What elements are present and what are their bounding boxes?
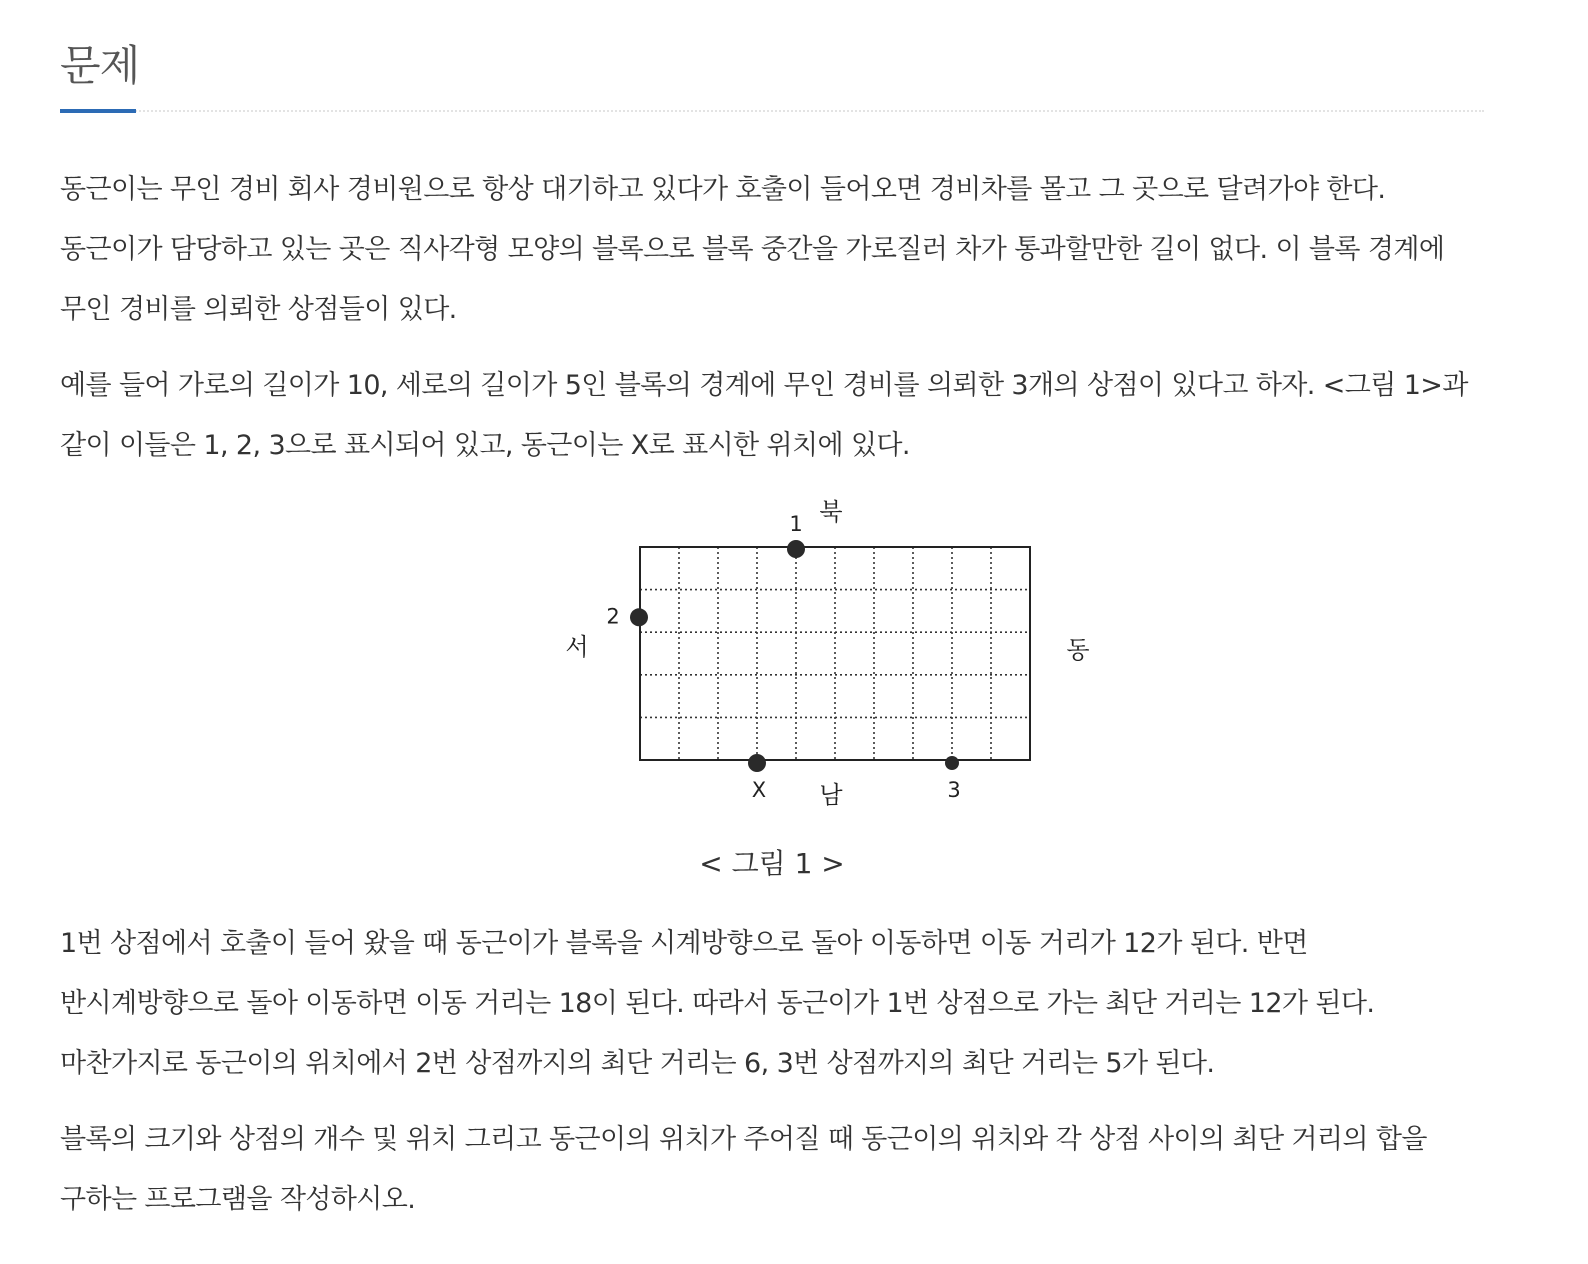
problem-paragraph-3: 1번 상점에서 호출이 들어 왔을 때 동근이가 블록을 시계방향으로 돌아 이동하면 이동 거리가 12가 된다. 반면 반시계방향으로 돌아 이동하면 이동 거리는 18이 된다. 따라서 동근이가 1번 상점으로 가는 최단 거리는 12가 된다. 마찬가지로 동근이의 위치에서 2번 상점까지의 최단 거리는 6, 3번 상점까지의 최단 거리는 5가 된다.	[60, 928, 1375, 1079]
marker-label-1: 1	[789, 512, 803, 536]
marker-label-2: 2	[606, 604, 620, 629]
section-header	[60, 0, 1484, 112]
marker-label-x: X	[751, 778, 767, 802]
marker-point-1	[787, 540, 805, 558]
direction-south-label: 남	[819, 781, 843, 809]
block-figure-svg	[500, 490, 1090, 820]
block-grid	[640, 547, 1030, 760]
block-figure	[500, 490, 1090, 820]
direction-west-label: 서	[565, 633, 589, 661]
problem-section	[60, 0, 1484, 1215]
problem-paragraph-4: 블록의 크기와 상점의 개수 및 위치 그리고 동근이의 위치가 주어질 때 동근이의 위치와 각 상점 사이의 최단 거리의 합을 구하는 프로그램을 작성하시오.	[60, 1124, 1427, 1215]
section-title: 문제	[60, 41, 140, 90]
marker-point-x	[748, 754, 766, 772]
direction-north-label: 북	[819, 498, 843, 526]
direction-east-label: 동	[1066, 636, 1090, 664]
marker-label-3: 3	[947, 778, 961, 802]
problem-paragraph-2: 예를 들어 가로의 길이가 10, 세로의 길이가 5인 블록의 경계에 무인 경비를 의뢰한 3개의 상점이 있다고 하자. <그림 1>과 같이 이들은 1, 2, 3으로 표시되어 있고, 동근이는 X로 표시한 위치에 있다.	[60, 370, 1468, 461]
marker-point-3	[945, 756, 959, 770]
marker-point-2	[630, 608, 648, 626]
figure-caption: < 그림 1 >	[699, 847, 845, 880]
title-underline	[60, 109, 136, 113]
problem-paragraph-1: 동근이는 무인 경비 회사 경비원으로 항상 대기하고 있다가 호출이 들어오면 경비차를 몰고 그 곳으로 달려가야 한다. 동근이가 담당하고 있는 곳은 직사각형 모양의 블록으로 블록 중간을 가로질러 차가 통과할만한 길이 없다. 이 블록 경계에 무인 경비를 의뢰한 상점들이 있다.	[60, 174, 1445, 325]
marker-group	[606, 512, 960, 802]
